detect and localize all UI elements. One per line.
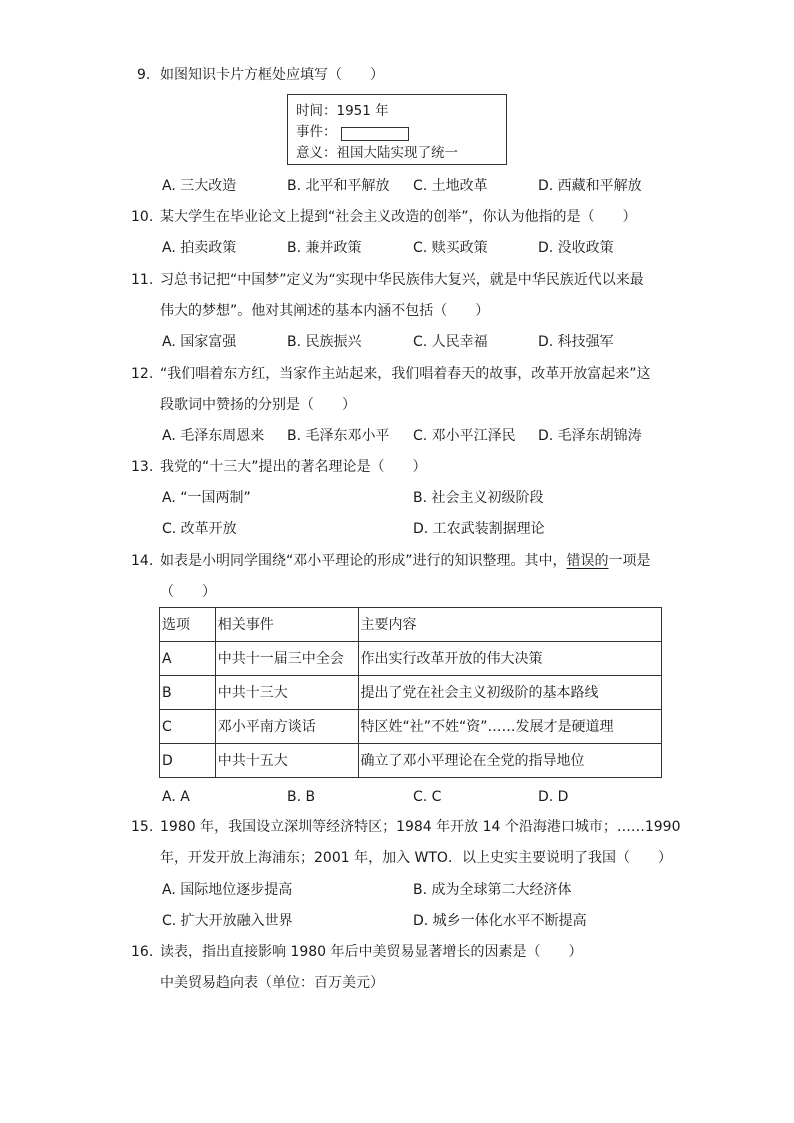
question-13-number: 13. (131, 459, 154, 475)
question-14-stem-pre: 如表是小明同学围绕“邓小平理论的形成”进行的知识整理。其中， (160, 553, 567, 569)
question-13-stem: 我党的“十三大”提出的著名理论是（ ） (160, 459, 427, 475)
table-row (160, 676, 662, 710)
card-meaning: 意义：祖国大陆实现了统一 (296, 145, 458, 161)
q13-option-c[interactable]: C. 改革开放 (162, 521, 237, 537)
question-11-number: 11. (131, 272, 154, 288)
table-cell: B (160, 676, 216, 710)
table-cell: 特区姓“社”不姓“资”……发展才是硬道理 (358, 710, 661, 744)
card-event: 事件： (296, 124, 337, 140)
table-cell: 中共十一届三中全会 (215, 642, 358, 676)
table-cell: A (160, 642, 216, 676)
question-16-number: 16. (131, 944, 154, 960)
table-header-cell: 主要内容 (358, 608, 661, 642)
table-cell: 作出实行改革开放的伟大决策 (358, 642, 661, 676)
q9-option-c[interactable]: C. 土地改革 (413, 178, 488, 194)
q14-option-b[interactable]: B. B (287, 789, 316, 805)
knowledge-table (159, 607, 662, 778)
q14-option-a[interactable]: A. A (162, 789, 190, 805)
q9-option-d[interactable]: D. 西藏和平解放 (538, 178, 642, 194)
question-14-stem-line2: （ ） (160, 584, 216, 600)
q11-option-c[interactable]: C. 人民幸福 (413, 334, 488, 350)
q9-option-a[interactable]: A. 三大改造 (162, 178, 237, 194)
table-cell: 中共十五大 (215, 744, 358, 778)
question-10-number: 10. (131, 209, 154, 225)
table-cell: 邓小平南方谈话 (215, 710, 358, 744)
q10-option-d[interactable]: D. 没收政策 (538, 240, 614, 256)
table-cell: C (160, 710, 216, 744)
question-14-stem-emphasis: 错误的 (566, 553, 609, 569)
table-header-cell: 相关事件 (215, 608, 358, 642)
table-header-cell: 选项 (160, 608, 216, 642)
question-10-stem: 某大学生在毕业论文上提到“社会主义改造的创举”，你认为他指的是（ ） (160, 209, 637, 225)
knowledge-card (287, 94, 507, 165)
q15-option-b[interactable]: B. 成为全球第二大经济体 (413, 882, 572, 898)
table-row (160, 710, 662, 744)
table-cell: 确立了邓小平理论在全党的指导地位 (358, 744, 661, 778)
q11-option-a[interactable]: A. 国家富强 (162, 334, 237, 350)
q15-option-d[interactable]: D. 城乡一体化水平不断提高 (413, 913, 587, 929)
table-header-row (160, 608, 662, 642)
q10-option-b[interactable]: B. 兼并政策 (287, 240, 362, 256)
q15-option-c[interactable]: C. 扩大开放融入世界 (162, 913, 293, 929)
question-15-stem-line1: 1980 年，我国设立深圳等经济特区；1984 年开放 14 个沿海港口城市；……1990 (160, 819, 681, 835)
q10-option-a[interactable]: A. 拍卖政策 (162, 240, 237, 256)
question-11-stem-line2: 伟大的梦想”。他对其阐述的基本内涵不包括（ ） (160, 303, 490, 319)
table-cell: D (160, 744, 216, 778)
question-12-stem-line1: “我们唱着东方红，当家作主站起来，我们唱着春天的故事，改革开放富起来”这 (160, 366, 651, 382)
q12-option-b[interactable]: B. 毛泽东邓小平 (287, 428, 390, 444)
question-12-number: 12. (131, 366, 154, 382)
question-16-stem: 读表，指出直接影响 1980 年后中美贸易显著增长的因素是（ ） (160, 944, 583, 960)
table-cell: 中共十三大 (215, 676, 358, 710)
q12-option-a[interactable]: A. 毛泽东周恩来 (162, 428, 265, 444)
question-9-number: 9. (137, 67, 151, 83)
question-14-number: 14. (131, 553, 154, 569)
question-14-stem-line1 (160, 552, 651, 570)
q12-option-d[interactable]: D. 毛泽东胡锦涛 (538, 428, 642, 444)
q13-option-d[interactable]: D. 工农武装割据理论 (413, 521, 545, 537)
q13-option-a[interactable]: A. “一国两制” (162, 490, 251, 506)
q14-option-c[interactable]: C. C (413, 789, 442, 805)
q10-option-c[interactable]: C. 赎买政策 (413, 240, 488, 256)
question-14-stem-post: 一项是 (608, 553, 651, 569)
table-row (160, 744, 662, 778)
q13-option-b[interactable]: B. 社会主义初级阶段 (413, 490, 544, 506)
q12-option-c[interactable]: C. 邓小平江泽民 (413, 428, 516, 444)
question-12-stem-line2: 段歌词中赞扬的分别是（ ） (160, 397, 356, 413)
card-time: 时间：1951 年 (296, 103, 389, 119)
table-cell: 提出了党在社会主义初级阶的基本路线 (358, 676, 661, 710)
question-11-stem-line1: 习总书记把“中国梦”定义为“实现中华民族伟大复兴，就是中华民族近代以来最 (160, 272, 644, 288)
question-16-table-caption: 中美贸易趋向表（单位：百万美元） (160, 975, 384, 991)
q15-option-a[interactable]: A. 国际地位逐步提高 (162, 882, 293, 898)
q11-option-b[interactable]: B. 民族振兴 (287, 334, 362, 350)
q11-option-d[interactable]: D. 科技强军 (538, 334, 614, 350)
table-row (160, 642, 662, 676)
question-15-number: 15. (131, 819, 154, 835)
question-9-stem: 如图知识卡片方框处应填写（ ） (160, 67, 384, 83)
q14-option-d[interactable]: D. D (538, 789, 569, 805)
card-blank-box (341, 127, 409, 141)
question-15-stem-line2: 年，开发开放上海浦东；2001 年，加入 WTO．以上史实主要说明了我国（ ） (160, 850, 672, 866)
q9-option-b[interactable]: B. 北平和平解放 (287, 178, 390, 194)
